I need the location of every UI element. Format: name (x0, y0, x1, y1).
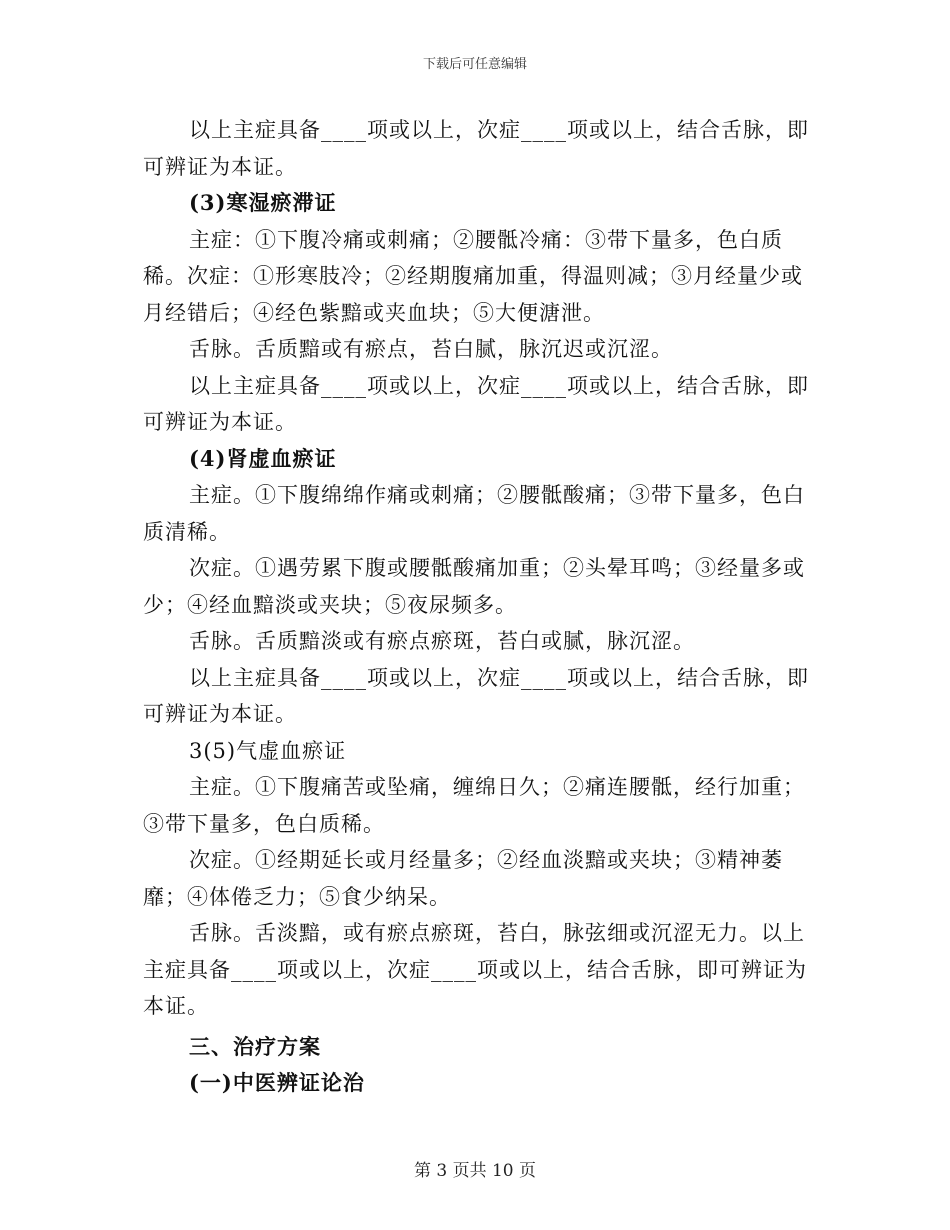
paragraph-tongue-pulse-3: 舌脉。舌质黯或有瘀点，苔白腻，脉沉迟或沉涩。 (189, 337, 673, 361)
paragraph-main-symptoms-5: 主症。①下腹痛苦或坠痛，缠绵日久；②痛连腰骶，经行加重；③带下量多，色白质稀。 (143, 775, 805, 836)
section-heading-5: 3(5)气虚血瘀证 (189, 738, 347, 763)
subsection-title-tcm: (一)中医辨证论治 (189, 1070, 365, 1095)
paragraph-tongue-pulse-criteria-5: 舌脉。舌淡黯，或有瘀点瘀斑，苔白，脉弦细或沉涩无力。以上主症具备____项或以上，次症____项或以上，结合舌脉，即可辨证为本证。 (143, 921, 807, 1018)
page-header: 下载后可任意编辑 (422, 57, 527, 72)
section-heading-3: (3)寒湿瘀滞证 (189, 190, 337, 215)
document-body (143, 112, 815, 1102)
paragraph-symptoms-3: 主症：①下腹冷痛或刺痛；②腰骶冷痛：③带下量多，色白质稀。次症：①形寒肢冷；②经期腹痛加重，得温则减；③月经量少或月经错后；④经色紫黯或夹血块；⑤大便溏泄。 (143, 227, 803, 325)
paragraph-criteria-2: 以上主症具备____项或以上，次症____项或以上，结合舌脉，即可辨证为本证。 (143, 118, 809, 179)
paragraph-secondary-symptoms-5: 次症。①经期延长或月经量多；②经血淡黯或夹块；③精神萎靡；④体倦乏力；⑤食少纳呆。 (143, 848, 783, 909)
paragraph-secondary-symptoms-4: 次症。①遇劳累下腹或腰骶酸痛加重；②头晕耳鸣；③经量多或少；④经血黯淡或夹块；⑤夜尿频多。 (143, 556, 805, 617)
paragraph-tongue-pulse-4: 舌脉。舌质黯淡或有瘀点瘀斑，苔白或腻，脉沉涩。 (189, 629, 695, 653)
section-heading-4: (4)肾虚血瘀证 (189, 445, 337, 471)
section-title-treatment: 三、治疗方案 (189, 1033, 321, 1059)
paragraph-criteria-4: 以上主症具备____项或以上，次症____项或以上，结合舌脉，即可辨证为本证。 (143, 665, 809, 726)
paragraph-criteria-3: 以上主症具备____项或以上，次症____项或以上，结合舌脉，即可辨证为本证。 (143, 373, 809, 434)
page-number: 第 3 页共 10 页 (413, 1161, 537, 1181)
paragraph-main-symptoms-4: 主症。①下腹绵绵作痛或刺痛；②腰骶酸痛；③带下量多，色白质清稀。 (143, 483, 805, 544)
